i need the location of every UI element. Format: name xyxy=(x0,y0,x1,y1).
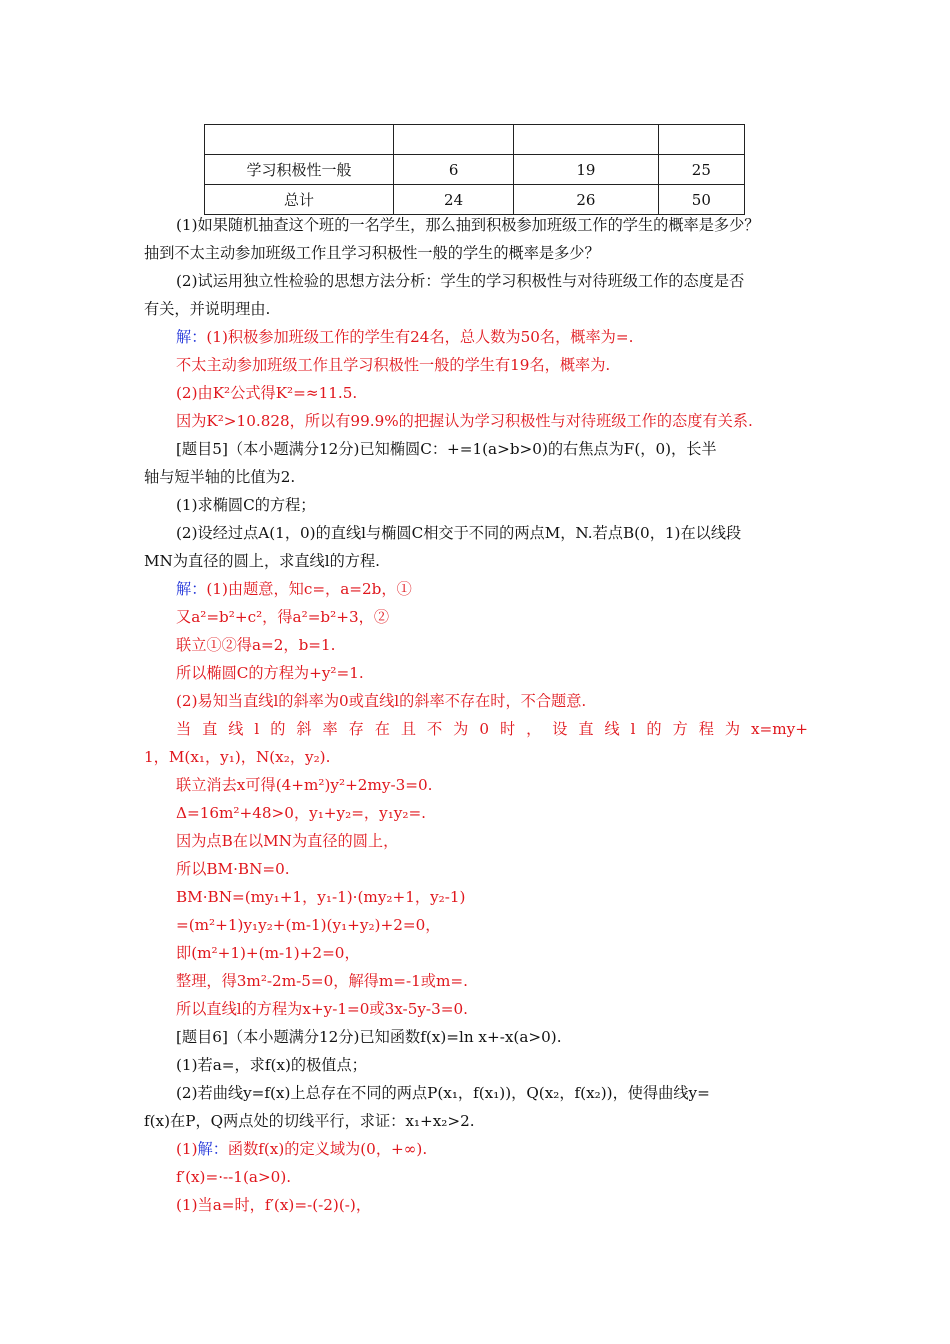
text-line xyxy=(144,995,808,1023)
text-line xyxy=(144,659,808,687)
text-line xyxy=(144,547,808,575)
line-text: =(m²+1)y₁y₂+(m-1)(y₁+y₂)+2=0， xyxy=(176,916,441,934)
line-text: [题目5]（本小题满分12分)已知椭圆C：+=1(a>b>0)的右焦点为F(，0)，长半 xyxy=(176,440,717,458)
text-line xyxy=(144,239,808,267)
table-cell xyxy=(205,125,394,155)
line-text: (2)设经过点A(1，0)的直线l与椭圆C相交于不同的两点M，N.若点B(0，1)在以线段 xyxy=(176,524,742,542)
line-text: (1)若a=，求f(x)的极值点； xyxy=(176,1056,367,1074)
table-cell xyxy=(394,125,514,155)
line-text: 联立消去x可得(4+m²)y²+2my-3=0. xyxy=(176,776,433,794)
line-text: 抽到不太主动参加班级工作且学习积极性一般的学生的概率是多少？ xyxy=(144,244,600,262)
line-text: 所以椭圆C的方程为+y²=1. xyxy=(176,664,364,682)
line-text: f′(x)=·--1(a>0). xyxy=(176,1168,292,1186)
table-cell: 学习积极性一般 xyxy=(205,155,394,185)
solution-label: 解： xyxy=(197,1140,228,1158)
solution-label: 解： xyxy=(176,580,207,598)
table-cell: 总计 xyxy=(205,185,394,215)
text-line xyxy=(144,771,808,799)
text-line xyxy=(144,575,808,603)
line-text: 联立①②得a=2，b=1. xyxy=(176,636,336,654)
text-line xyxy=(144,715,808,743)
text-line xyxy=(144,1107,808,1135)
text-line xyxy=(144,603,808,631)
solution-label: 解： xyxy=(176,328,207,346)
line-text: (2)由K²公式得K²=≈11.5. xyxy=(176,384,358,402)
text-line xyxy=(144,1023,808,1051)
line-text: 轴与短半轴的比值为2. xyxy=(144,468,296,486)
line-text: (1)由题意，知c=，a=2b，① xyxy=(206,580,412,598)
line-text: 函数f(x)的定义域为(0，+∞). xyxy=(227,1140,428,1158)
table-cell: 25 xyxy=(658,155,744,185)
line-text: f(x)在P，Q两点处的切线平行，求证：x₁+x₂>2. xyxy=(144,1112,475,1130)
table-cell: 6 xyxy=(394,155,514,185)
table-cell: 24 xyxy=(394,185,514,215)
text-line xyxy=(144,743,808,771)
text-line xyxy=(144,911,808,939)
line-text: 当直线l的斜率存在且不为0时，设直线l的方程为x=my+ xyxy=(176,720,808,738)
line-text: 不太主动参加班级工作且学习积极性一般的学生有19名，概率为. xyxy=(176,356,611,374)
text-line xyxy=(144,827,808,855)
table-row xyxy=(205,185,745,215)
table-cell xyxy=(658,125,744,155)
line-text: MN为直径的圆上，求直线l的方程. xyxy=(144,552,380,570)
table-cell: 50 xyxy=(658,185,744,215)
text-line xyxy=(144,1191,808,1219)
text-line xyxy=(144,491,808,519)
line-text: [题目6]（本小题满分12分)已知函数f(x)=ln x+-x(a>0). xyxy=(176,1028,562,1046)
text-line xyxy=(144,295,808,323)
text-line xyxy=(144,1051,808,1079)
line-text: (1)当a=时，f′(x)=-(-2)(-)， xyxy=(176,1196,372,1214)
line-text: BM·BN=(my₁+1，y₁-1)·(my₂+1，y₂-1) xyxy=(176,888,466,906)
line-text: (1)积极参加班级工作的学生有24名，总人数为50名，概率为=. xyxy=(206,328,634,346)
text-line xyxy=(144,519,808,547)
line-text: 整理，得3m²-2m-5=0，解得m=-1或m=. xyxy=(176,972,468,990)
text-line xyxy=(144,883,808,911)
text-line xyxy=(144,967,808,995)
line-text: 因为K²>10.828，所以有99.9%的把握认为学习积极性与对待班级工作的态度有关系. xyxy=(176,412,753,430)
text-line xyxy=(144,939,808,967)
line-text: (1)如果随机抽查这个班的一名学生，那么抽到积极参加班级工作的学生的概率是多少？ xyxy=(176,216,760,234)
line-text: 因为点B在以MN为直径的圆上， xyxy=(176,832,399,850)
text-line xyxy=(144,1079,808,1107)
line-text: (1)求椭圆C的方程； xyxy=(176,496,316,514)
text-line xyxy=(144,463,808,491)
line-text: (2)试运用独立性检验的思想方法分析：学生的学习积极性与对待班级工作的态度是否 xyxy=(176,272,745,290)
text-line xyxy=(144,379,808,407)
contingency-table xyxy=(204,124,745,215)
line-text: 1，M(x₁，y₁)，N(x₂，y₂). xyxy=(144,748,331,766)
line-number-prefix: (1) xyxy=(176,1140,198,1158)
text-line xyxy=(144,1163,808,1191)
document-body xyxy=(144,211,808,1219)
table-row xyxy=(205,125,745,155)
text-line xyxy=(144,211,808,239)
text-line xyxy=(144,631,808,659)
line-text: 有关，并说明理由. xyxy=(144,300,271,318)
text-line xyxy=(144,799,808,827)
table-cell: 19 xyxy=(514,155,659,185)
text-line xyxy=(144,855,808,883)
text-line xyxy=(144,267,808,295)
table-cell: 26 xyxy=(514,185,659,215)
table-row xyxy=(205,155,745,185)
text-line xyxy=(144,1135,808,1163)
line-text: (2)易知当直线l的斜率为0或直线l的斜率不存在时，不合题意. xyxy=(176,692,587,710)
table-cell xyxy=(514,125,659,155)
text-line xyxy=(144,687,808,715)
line-text: 又a²=b²+c²，得a²=b²+3，② xyxy=(176,608,390,626)
line-text: (2)若曲线y=f(x)上总存在不同的两点P(x₁，f(x₁))，Q(x₂，f(x₂))，使得曲线y= xyxy=(176,1084,710,1102)
text-line xyxy=(144,351,808,379)
text-line xyxy=(144,323,808,351)
text-line xyxy=(144,435,808,463)
line-text: Δ=16m²+48>0，y₁+y₂=，y₁y₂=. xyxy=(176,804,427,822)
line-text: 所以BM·BN=0. xyxy=(176,860,290,878)
text-line xyxy=(144,407,808,435)
line-text: 即(m²+1)+(m-1)+2=0， xyxy=(176,944,360,962)
line-text: 所以直线l的方程为x+y-1=0或3x-5y-3=0. xyxy=(176,1000,468,1018)
